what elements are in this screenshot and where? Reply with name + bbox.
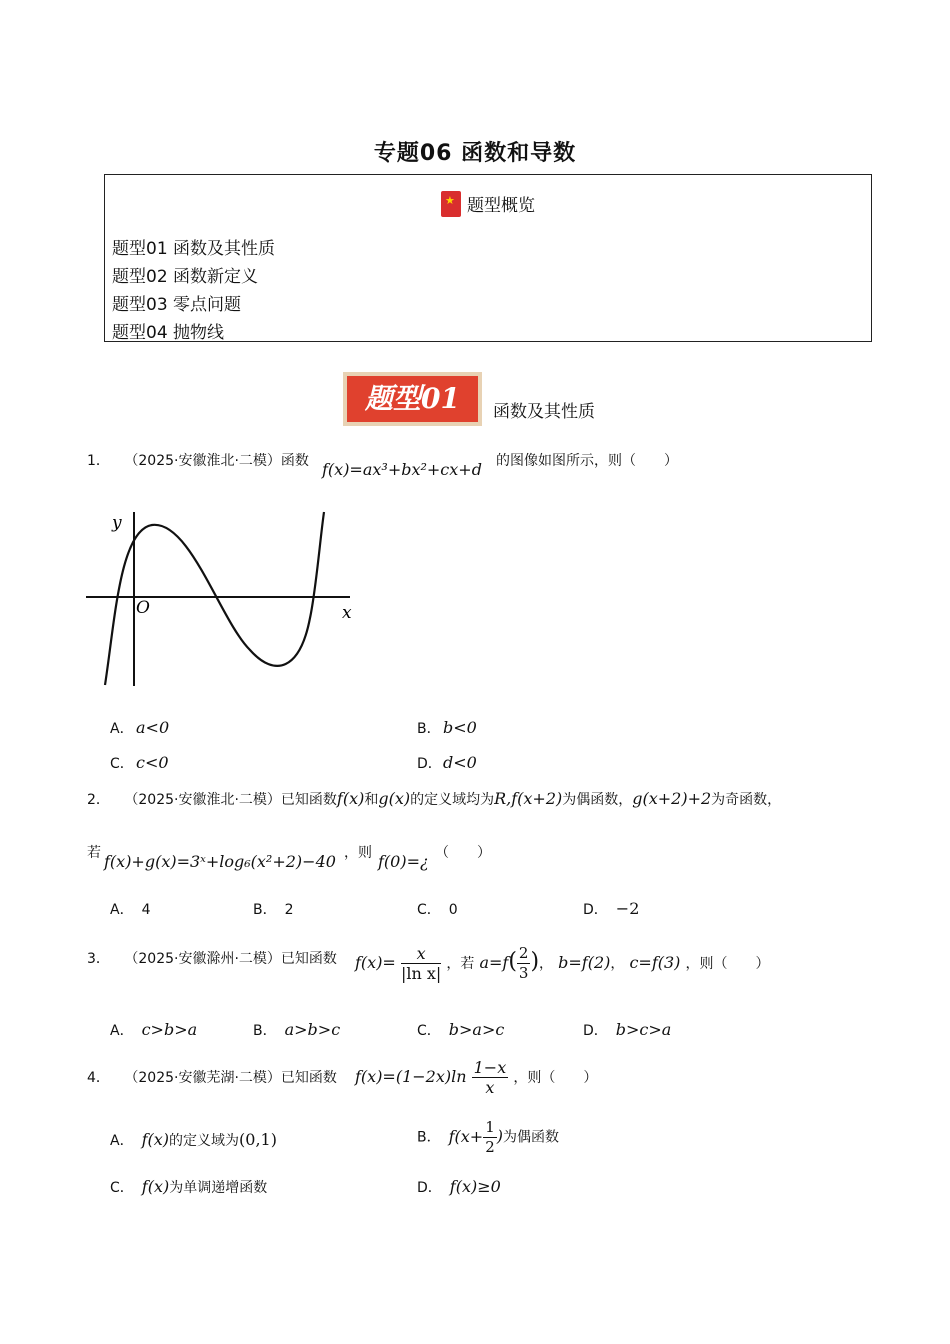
overview-heading-text: 题型概览 [467,196,535,216]
overview-item[interactable]: 题型02 函数新定义 [112,267,259,287]
q3-c: c=f(3) [629,953,681,972]
option-b[interactable] [253,899,294,919]
question-number: 4． [87,1070,110,1086]
page-title: 专题06 函数和导数 [373,141,577,166]
q2-odd-text: 为奇函数， [711,792,782,808]
section-label: 函数及其性质 [493,402,595,422]
option-b[interactable] [417,1118,559,1157]
option-label: A． [110,721,134,737]
q4-tail: ，则（ ） [513,1070,598,1086]
book-icon [441,191,461,217]
section-badge-text: 题型01 [347,376,478,422]
overview-item[interactable]: 题型03 零点问题 [112,295,242,315]
q4-fraction [472,1058,509,1097]
option-text: c>b>a [141,1020,198,1039]
q2-R: R [494,789,507,808]
option-d[interactable] [583,899,639,919]
q3-ruo: ，若 [446,956,475,972]
option-label: A． [110,902,134,918]
option-label: C． [417,902,441,918]
q3-a-fraction [517,944,531,983]
overview-item[interactable]: 题型01 函数及其性质 [112,239,276,259]
option-d-text: d<0 [443,753,477,772]
option-text: 0 [448,902,458,918]
question-2: 2． （2025·安徽淮北·二模）已知函数f(x)和g(x)的定义域均为R,f(x+2)为偶函数，g(x+2)+2为奇函数， [87,789,782,808]
option-d[interactable] [417,753,442,773]
question-source: （2025·安徽淮北·二模）函数 [124,453,309,469]
x-label: x [342,603,352,623]
q3-frac-den: |ln x| [400,964,442,983]
option-label: A． [110,1133,134,1149]
q2-he: 和 [364,792,379,808]
option-label: C． [110,1180,134,1196]
q4-lhs: f(x)=(1−2x)ln [355,1067,467,1086]
option-c[interactable] [110,753,134,773]
option-d[interactable] [583,1020,671,1040]
q1-graph [80,500,370,695]
option-label: D． [417,756,442,772]
option-c[interactable] [417,899,458,919]
option-text: a>b>c [284,1020,341,1039]
q2-paren: （ ） [435,845,491,861]
option-label: D． [583,902,608,918]
q3-formula: f(x)= $\frac{x}{\text{|ln x|}}$ ，若 a=f( $\frac{2}{3}$ )， b=f(2)， c=f(3) ，则（ ） [355,944,770,983]
option-b[interactable] [417,718,441,738]
question-source: （2025·安徽滁州·二模）已知函数 [124,951,337,967]
option-a[interactable] [110,899,151,919]
q3-a: a=f [479,953,509,972]
q3-fx: f(x)= [355,953,396,972]
option-text: b>c>a [615,1020,672,1039]
overview-heading [105,191,871,217]
question-4 [87,1067,337,1087]
option-text: 2 [284,902,294,918]
q3-tail: ，则（ ） [685,956,770,972]
question-number: 1． [87,453,110,469]
option-math2: (0,1) [239,1130,277,1149]
option-math2: ) [496,1126,503,1146]
option-label: A． [110,1023,134,1039]
option-math: f(x) [141,1130,170,1149]
option-fraction [483,1118,497,1157]
question-1 [87,450,309,470]
option-text: 为单调递增函数 [169,1180,268,1196]
overview-box [104,174,872,342]
q3-fraction [401,944,441,983]
q2-g: g(x) [378,789,411,808]
question-number: 3． [87,951,110,967]
q4-formula [355,1058,597,1097]
option-math: f(x+ [448,1126,484,1146]
q4-frac-num: 1−x [473,1058,507,1077]
option-text: −2 [615,899,640,918]
q1-tail: 的图像如图所示，则（ ） [496,453,678,469]
y-label: y [112,513,122,533]
option-text: b>a>c [448,1020,505,1039]
option-a[interactable] [110,1020,197,1040]
q2-domain: 的定义域均为 [410,792,495,808]
option-a[interactable] [110,1130,277,1150]
origin-label: O [136,598,150,618]
option-text: 4 [141,902,151,918]
option-c[interactable] [110,1177,267,1197]
q3-frac-num: x [401,944,441,964]
frac-den: 2 [485,1138,495,1156]
q1-formula: f(x)=ax³+bx²+cx+d [322,460,482,479]
q3-a-den: 3 [518,964,529,982]
option-c[interactable] [417,1020,504,1040]
option-label: B． [253,902,277,918]
q3-b: b=f(2) [558,953,611,972]
option-label: B． [253,1023,277,1039]
option-label: B． [417,721,441,737]
option-a-text: a<0 [136,718,170,737]
question-source: （2025·安徽淮北·二模）已知函数 [124,792,337,808]
question-number: 2． [87,792,110,808]
question-source: （2025·安徽芜湖·二模）已知函数 [124,1070,337,1086]
option-label: C． [417,1023,441,1039]
q2-odd: g(x+2)+2 [632,789,712,808]
option-c-text: c<0 [136,753,169,772]
option-math: f(x)≥0 [449,1177,501,1196]
option-b[interactable] [253,1020,340,1040]
option-math: f(x) [141,1177,170,1196]
option-label: D． [417,1180,442,1196]
option-d[interactable] [417,1177,501,1197]
q2-ask: f(0)=¿ [378,852,429,871]
option-label: B． [417,1129,441,1146]
option-label: C． [110,756,134,772]
section-badge [343,372,482,426]
option-text: 为偶函数 [503,1129,559,1146]
q2-f: f(x) [336,789,365,808]
q2-condition: f(x)+g(x)=3ˣ+log₆(x²+2)−40 [104,852,336,871]
q4-frac-den: x [485,1078,495,1097]
question-3 [87,948,337,968]
option-a[interactable] [110,718,134,738]
option-b-text: b<0 [443,718,477,737]
option-text: 的定义域为 [169,1133,240,1149]
option-label: D． [583,1023,608,1039]
q2-ruo: 若 [87,845,101,861]
q3-a-num: 2 [518,944,529,962]
q2-even: f(x+2) [511,789,563,808]
frac-num: 1 [485,1118,495,1136]
overview-item[interactable]: 题型04 抛物线 [112,323,225,343]
q2-ze: ，则 [344,845,372,861]
q2-even-text: 为偶函数， [562,792,633,808]
